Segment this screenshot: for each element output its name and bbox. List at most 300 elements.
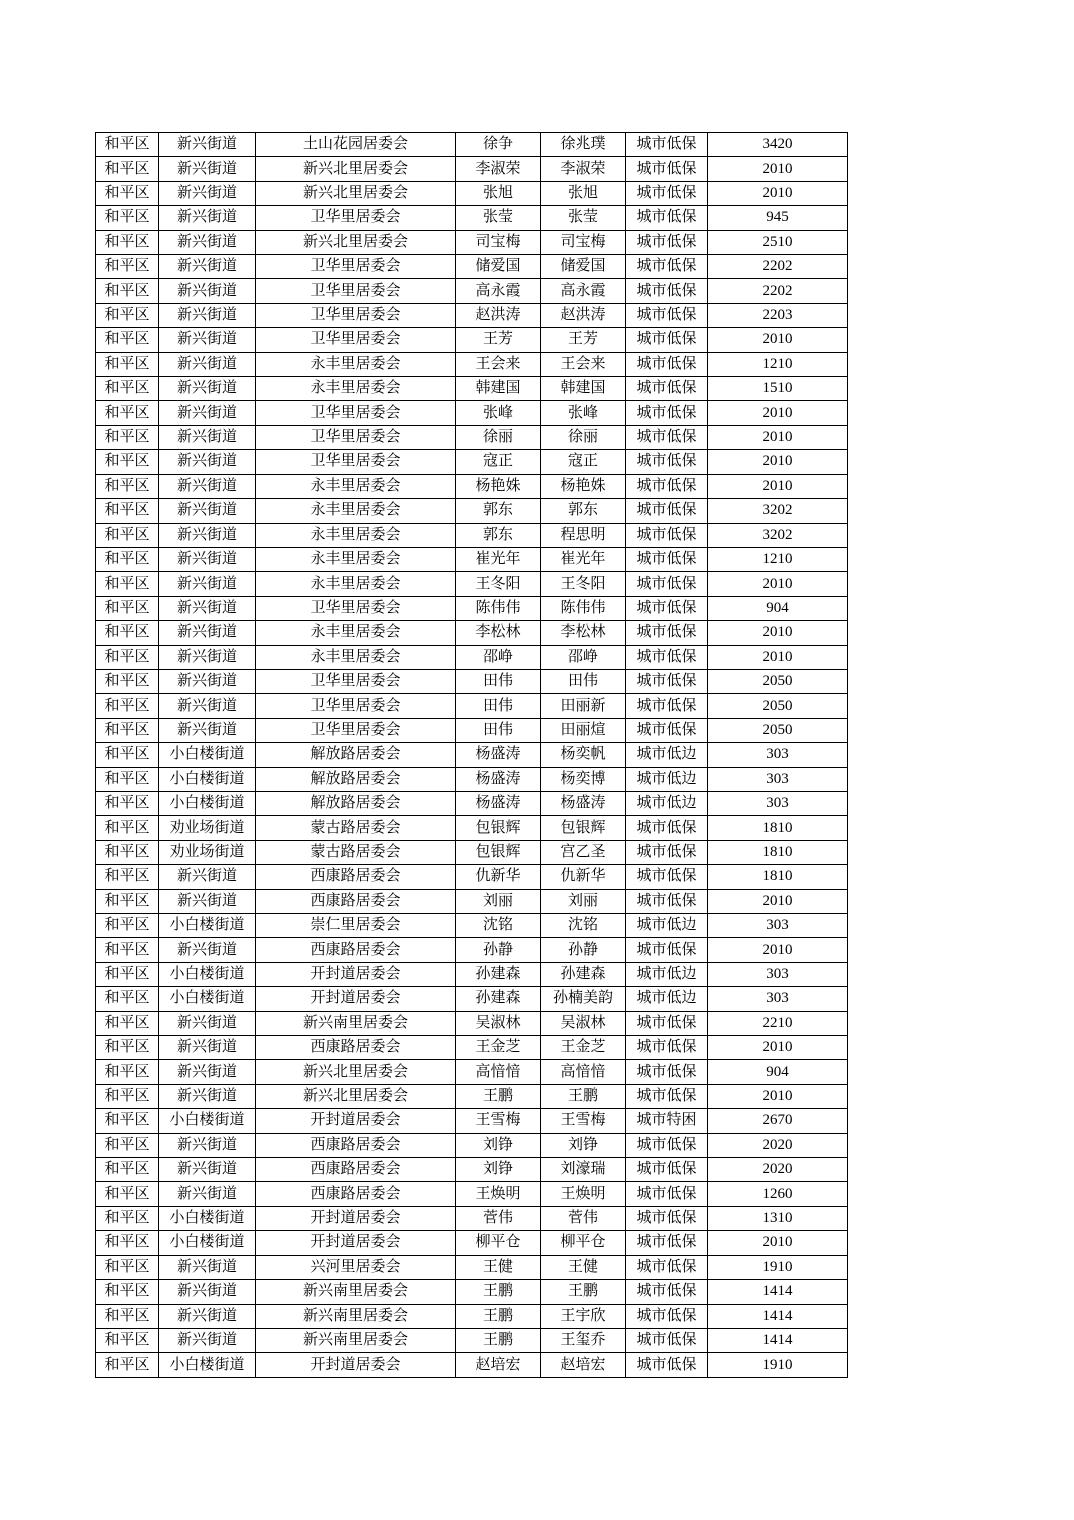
table-row [96,1304,848,1328]
cell-name1: 王芳 [456,328,541,352]
cell-name1: 刘丽 [456,889,541,913]
cell-street: 新兴街道 [159,1304,256,1328]
cell-committee: 新兴南里居委会 [256,1304,456,1328]
cell-street: 小白楼街道 [159,1109,256,1133]
cell-street: 新兴街道 [159,255,256,279]
cell-name2: 田丽煊 [541,718,626,742]
cell-committee: 开封道居委会 [256,987,456,1011]
cell-name2: 程思明 [541,523,626,547]
cell-name1: 司宝梅 [456,230,541,254]
cell-amount: 2010 [708,181,848,205]
cell-committee: 崇仁里居委会 [256,914,456,938]
cell-name2: 刘铮 [541,1133,626,1157]
cell-district: 和平区 [96,1304,159,1328]
cell-street: 小白楼街道 [159,987,256,1011]
cell-name1: 陈伟伟 [456,596,541,620]
cell-assistance-type: 城市低边 [626,767,708,791]
cell-street: 新兴街道 [159,621,256,645]
cell-name1: 张旭 [456,181,541,205]
cell-district: 和平区 [96,450,159,474]
cell-district: 和平区 [96,279,159,303]
cell-committee: 西康路居委会 [256,1182,456,1206]
cell-street: 小白楼街道 [159,962,256,986]
cell-committee: 开封道居委会 [256,1206,456,1230]
cell-street: 新兴街道 [159,645,256,669]
table-row [96,596,848,620]
cell-name1: 邵峥 [456,645,541,669]
cell-name1: 郭东 [456,499,541,523]
table-row [96,255,848,279]
cell-committee: 蒙古路居委会 [256,816,456,840]
cell-street: 劝业场街道 [159,840,256,864]
cell-amount: 904 [708,596,848,620]
cell-amount: 303 [708,791,848,815]
cell-amount: 1810 [708,840,848,864]
cell-name2: 田丽新 [541,694,626,718]
cell-name2: 杨盛涛 [541,791,626,815]
table-row [96,328,848,352]
table-row [96,645,848,669]
cell-amount: 303 [708,914,848,938]
cell-committee: 卫华里居委会 [256,425,456,449]
cell-assistance-type: 城市低保 [626,1280,708,1304]
cell-district: 和平区 [96,1255,159,1279]
cell-assistance-type: 城市低保 [626,425,708,449]
cell-assistance-type: 城市低边 [626,743,708,767]
cell-committee: 解放路居委会 [256,791,456,815]
cell-name2: 宫乙圣 [541,840,626,864]
cell-amount: 303 [708,767,848,791]
cell-name2: 刘濠瑞 [541,1158,626,1182]
cell-amount: 2010 [708,1084,848,1108]
cell-district: 和平区 [96,474,159,498]
table-row [96,377,848,401]
cell-committee: 卫华里居委会 [256,328,456,352]
table-row [96,865,848,889]
cell-assistance-type: 城市低保 [626,1084,708,1108]
cell-name2: 赵培宏 [541,1353,626,1378]
cell-name1: 王雪梅 [456,1109,541,1133]
cell-district: 和平区 [96,157,159,181]
cell-name2: 李淑荣 [541,157,626,181]
cell-district: 和平区 [96,1353,159,1378]
cell-name1: 孙建森 [456,962,541,986]
cell-name2: 菅伟 [541,1206,626,1230]
cell-district: 和平区 [96,303,159,327]
cell-committee: 新兴北里居委会 [256,1060,456,1084]
cell-name1: 包银辉 [456,840,541,864]
cell-committee: 西康路居委会 [256,1133,456,1157]
cell-committee: 西康路居委会 [256,1158,456,1182]
cell-name2: 赵洪涛 [541,303,626,327]
cell-district: 和平区 [96,1182,159,1206]
cell-assistance-type: 城市低边 [626,914,708,938]
table-row [96,1182,848,1206]
cell-name1: 高永霞 [456,279,541,303]
cell-name1: 吴淑林 [456,1011,541,1035]
cell-assistance-type: 城市低保 [626,352,708,376]
cell-district: 和平区 [96,206,159,230]
cell-district: 和平区 [96,255,159,279]
cell-street: 新兴街道 [159,938,256,962]
cell-name1: 王鹏 [456,1328,541,1352]
cell-assistance-type: 城市低边 [626,791,708,815]
cell-amount: 2010 [708,450,848,474]
cell-committee: 卫华里居委会 [256,401,456,425]
cell-name2: 王焕明 [541,1182,626,1206]
table-row [96,1109,848,1133]
table-row [96,206,848,230]
cell-name1: 王焕明 [456,1182,541,1206]
cell-amount: 2210 [708,1011,848,1035]
table-row [96,1084,848,1108]
cell-assistance-type: 城市低保 [626,718,708,742]
cell-name1: 刘铮 [456,1158,541,1182]
cell-name1: 徐争 [456,133,541,157]
cell-street: 新兴街道 [159,401,256,425]
cell-amount: 2010 [708,425,848,449]
cell-amount: 2202 [708,255,848,279]
cell-amount: 2010 [708,572,848,596]
cell-street: 新兴街道 [159,133,256,157]
table-row [96,450,848,474]
cell-name2: 高愔愔 [541,1060,626,1084]
table-row [96,1231,848,1255]
cell-name2: 徐兆璞 [541,133,626,157]
cell-street: 小白楼街道 [159,743,256,767]
cell-assistance-type: 城市低保 [626,1060,708,1084]
cell-district: 和平区 [96,181,159,205]
cell-committee: 卫华里居委会 [256,450,456,474]
table-row [96,1060,848,1084]
cell-street: 小白楼街道 [159,1231,256,1255]
cell-street: 新兴街道 [159,279,256,303]
cell-district: 和平区 [96,694,159,718]
table-row [96,938,848,962]
cell-district: 和平区 [96,230,159,254]
cell-committee: 永丰里居委会 [256,645,456,669]
cell-street: 新兴街道 [159,669,256,693]
cell-name2: 王鹏 [541,1280,626,1304]
table-row [96,1255,848,1279]
cell-district: 和平区 [96,1133,159,1157]
cell-street: 新兴街道 [159,1255,256,1279]
cell-name2: 储爱国 [541,255,626,279]
cell-name2: 仇新华 [541,865,626,889]
cell-committee: 卫华里居委会 [256,303,456,327]
cell-name2: 高永霞 [541,279,626,303]
cell-amount: 1260 [708,1182,848,1206]
cell-amount: 2010 [708,938,848,962]
table-row [96,1353,848,1378]
cell-amount: 2510 [708,230,848,254]
cell-committee: 新兴南里居委会 [256,1328,456,1352]
cell-committee: 永丰里居委会 [256,499,456,523]
cell-street: 新兴街道 [159,1036,256,1060]
cell-assistance-type: 城市低保 [626,474,708,498]
cell-name1: 王金芝 [456,1036,541,1060]
cell-amount: 2010 [708,157,848,181]
table-row [96,669,848,693]
cell-committee: 卫华里居委会 [256,694,456,718]
cell-district: 和平区 [96,791,159,815]
cell-committee: 西康路居委会 [256,865,456,889]
cell-name2: 韩建国 [541,377,626,401]
cell-assistance-type: 城市低保 [626,816,708,840]
cell-street: 新兴街道 [159,547,256,571]
cell-district: 和平区 [96,816,159,840]
cell-committee: 西康路居委会 [256,1036,456,1060]
table-row [96,816,848,840]
table-row [96,987,848,1011]
cell-committee: 卫华里居委会 [256,206,456,230]
welfare-table-body [96,133,848,1378]
cell-district: 和平区 [96,1109,159,1133]
cell-committee: 永丰里居委会 [256,474,456,498]
cell-committee: 开封道居委会 [256,1231,456,1255]
cell-name2: 杨奕博 [541,767,626,791]
cell-name2: 张峰 [541,401,626,425]
cell-street: 新兴街道 [159,694,256,718]
cell-assistance-type: 城市低保 [626,694,708,718]
cell-name2: 沈铭 [541,914,626,938]
cell-amount: 2050 [708,694,848,718]
cell-assistance-type: 城市低保 [626,596,708,620]
cell-assistance-type: 城市低保 [626,401,708,425]
cell-street: 劝业场街道 [159,816,256,840]
cell-assistance-type: 城市低保 [626,865,708,889]
cell-name1: 韩建国 [456,377,541,401]
table-row [96,181,848,205]
cell-street: 新兴街道 [159,1060,256,1084]
table-row [96,914,848,938]
cell-name2: 王芳 [541,328,626,352]
table-row [96,499,848,523]
table-row [96,425,848,449]
cell-name1: 孙建森 [456,987,541,1011]
cell-committee: 新兴北里居委会 [256,230,456,254]
cell-district: 和平区 [96,914,159,938]
welfare-table [95,132,848,1378]
cell-district: 和平区 [96,1036,159,1060]
cell-name2: 杨奕帆 [541,743,626,767]
cell-amount: 3420 [708,133,848,157]
cell-name2: 刘丽 [541,889,626,913]
cell-assistance-type: 城市低保 [626,669,708,693]
cell-street: 新兴街道 [159,1280,256,1304]
cell-name2: 司宝梅 [541,230,626,254]
cell-assistance-type: 城市低保 [626,1011,708,1035]
cell-amount: 2020 [708,1158,848,1182]
cell-amount: 1910 [708,1255,848,1279]
cell-assistance-type: 城市低保 [626,1036,708,1060]
cell-name1: 杨盛涛 [456,791,541,815]
table-row [96,1280,848,1304]
cell-committee: 永丰里居委会 [256,523,456,547]
cell-name1: 包银辉 [456,816,541,840]
cell-name1: 李松林 [456,621,541,645]
cell-name2: 张旭 [541,181,626,205]
cell-assistance-type: 城市低保 [626,157,708,181]
table-row [96,694,848,718]
cell-name2: 王雪梅 [541,1109,626,1133]
cell-district: 和平区 [96,1158,159,1182]
cell-district: 和平区 [96,1084,159,1108]
cell-name2: 杨艳姝 [541,474,626,498]
cell-street: 新兴街道 [159,1011,256,1035]
cell-amount: 2010 [708,1231,848,1255]
cell-district: 和平区 [96,352,159,376]
cell-district: 和平区 [96,987,159,1011]
cell-name1: 高愔愔 [456,1060,541,1084]
table-row [96,840,848,864]
cell-committee: 永丰里居委会 [256,377,456,401]
cell-district: 和平区 [96,328,159,352]
table-row [96,1206,848,1230]
cell-assistance-type: 城市低保 [626,181,708,205]
cell-committee: 西康路居委会 [256,889,456,913]
cell-name1: 杨艳姝 [456,474,541,498]
cell-name1: 王冬阳 [456,572,541,596]
cell-amount: 2203 [708,303,848,327]
cell-name1: 王鹏 [456,1280,541,1304]
cell-committee: 永丰里居委会 [256,621,456,645]
cell-name1: 王会来 [456,352,541,376]
cell-name1: 沈铭 [456,914,541,938]
cell-committee: 开封道居委会 [256,1109,456,1133]
cell-assistance-type: 城市低保 [626,279,708,303]
cell-committee: 新兴南里居委会 [256,1280,456,1304]
cell-committee: 兴河里居委会 [256,1255,456,1279]
cell-district: 和平区 [96,962,159,986]
cell-amount: 1414 [708,1304,848,1328]
cell-amount: 2010 [708,474,848,498]
cell-name2: 李松林 [541,621,626,645]
cell-committee: 卫华里居委会 [256,596,456,620]
cell-assistance-type: 城市低保 [626,1231,708,1255]
table-row [96,230,848,254]
cell-name2: 田伟 [541,669,626,693]
cell-assistance-type: 城市低保 [626,1328,708,1352]
cell-committee: 永丰里居委会 [256,547,456,571]
cell-assistance-type: 城市低保 [626,1158,708,1182]
cell-amount: 3202 [708,523,848,547]
cell-assistance-type: 城市低保 [626,255,708,279]
cell-district: 和平区 [96,523,159,547]
cell-assistance-type: 城市低保 [626,1182,708,1206]
table-row [96,523,848,547]
cell-name1: 寇正 [456,450,541,474]
cell-committee: 解放路居委会 [256,767,456,791]
cell-assistance-type: 城市低保 [626,450,708,474]
cell-district: 和平区 [96,767,159,791]
cell-amount: 1210 [708,547,848,571]
table-row [96,474,848,498]
cell-assistance-type: 城市低保 [626,1353,708,1378]
cell-street: 新兴街道 [159,572,256,596]
cell-street: 新兴街道 [159,1133,256,1157]
cell-assistance-type: 城市低保 [626,645,708,669]
cell-committee: 永丰里居委会 [256,572,456,596]
cell-committee: 开封道居委会 [256,962,456,986]
cell-name1: 菅伟 [456,1206,541,1230]
cell-committee: 卫华里居委会 [256,255,456,279]
table-row [96,157,848,181]
cell-district: 和平区 [96,865,159,889]
cell-name1: 杨盛涛 [456,743,541,767]
cell-street: 新兴街道 [159,474,256,498]
cell-assistance-type: 城市低保 [626,938,708,962]
cell-street: 新兴街道 [159,377,256,401]
cell-name1: 崔光年 [456,547,541,571]
cell-name2: 孙建森 [541,962,626,986]
cell-name1: 赵洪涛 [456,303,541,327]
cell-name1: 王鹏 [456,1084,541,1108]
cell-name1: 刘铮 [456,1133,541,1157]
cell-name1: 赵培宏 [456,1353,541,1378]
cell-street: 新兴街道 [159,596,256,620]
table-row [96,279,848,303]
cell-amount: 2010 [708,401,848,425]
cell-street: 新兴街道 [159,425,256,449]
cell-name2: 徐丽 [541,425,626,449]
table-row [96,767,848,791]
cell-street: 新兴街道 [159,1158,256,1182]
cell-assistance-type: 城市低保 [626,1133,708,1157]
cell-assistance-type: 城市低保 [626,133,708,157]
cell-street: 新兴街道 [159,499,256,523]
cell-district: 和平区 [96,1280,159,1304]
cell-committee: 新兴北里居委会 [256,181,456,205]
cell-name1: 张峰 [456,401,541,425]
cell-assistance-type: 城市低保 [626,377,708,401]
cell-name2: 孙楠美韵 [541,987,626,1011]
cell-amount: 2020 [708,1133,848,1157]
cell-amount: 2670 [708,1109,848,1133]
cell-district: 和平区 [96,401,159,425]
cell-committee: 卫华里居委会 [256,669,456,693]
cell-name1: 孙静 [456,938,541,962]
cell-assistance-type: 城市低保 [626,1206,708,1230]
cell-assistance-type: 城市低保 [626,328,708,352]
cell-street: 新兴街道 [159,1182,256,1206]
cell-committee: 解放路居委会 [256,743,456,767]
cell-assistance-type: 城市低保 [626,621,708,645]
cell-street: 新兴街道 [159,230,256,254]
cell-amount: 2010 [708,889,848,913]
cell-name1: 田伟 [456,718,541,742]
cell-name2: 王金芝 [541,1036,626,1060]
cell-name2: 王宇欣 [541,1304,626,1328]
cell-street: 新兴街道 [159,865,256,889]
cell-street: 新兴街道 [159,157,256,181]
cell-amount: 1414 [708,1280,848,1304]
cell-assistance-type: 城市低边 [626,987,708,1011]
table-row [96,1158,848,1182]
cell-name2: 包银辉 [541,816,626,840]
table-row [96,352,848,376]
cell-name1: 张莹 [456,206,541,230]
cell-street: 新兴街道 [159,718,256,742]
cell-name2: 王玺乔 [541,1328,626,1352]
table-row [96,743,848,767]
table-row [96,1133,848,1157]
cell-district: 和平区 [96,1328,159,1352]
cell-amount: 303 [708,743,848,767]
table-row [96,889,848,913]
cell-street: 新兴街道 [159,1328,256,1352]
cell-street: 新兴街道 [159,206,256,230]
